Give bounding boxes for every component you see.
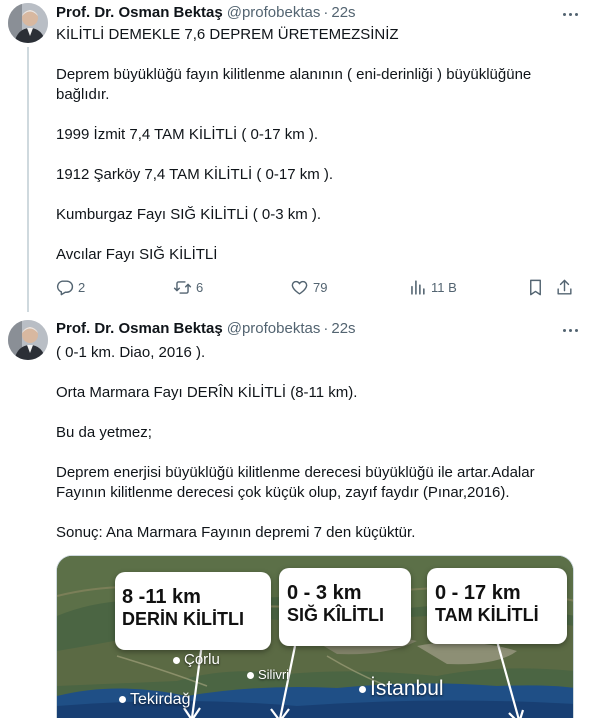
tweet-line: Deprem büyüklüğü fayın kilitlenme alanının ( eni-derinliği ) büyüklüğüne	[56, 66, 532, 83]
more-options-button[interactable]	[559, 4, 581, 24]
author-name[interactable]: Prof. Dr. Osman Bektaş	[56, 4, 223, 21]
card-label: SIĞ KÎLİTLI	[287, 605, 384, 625]
bookmark-button[interactable]	[526, 276, 545, 298]
avatar-photo	[8, 320, 48, 360]
tweet-2[interactable]	[0, 312, 599, 718]
tweet-line: Deprem enerjisi büyüklüğü kilitlenme derecesi büyüklüğü ile artar.Adalar	[56, 464, 535, 481]
like-count: 79	[313, 279, 328, 295]
reply-button[interactable]	[55, 276, 85, 298]
tweet-media-image[interactable]	[56, 555, 574, 718]
tweet-line: KİLİTLİ DEMEKLE 7,6 DEPREM ÜRETEMEZSİNİZ	[56, 26, 399, 43]
tweet-line: 1999 İzmit 7,4 TAM KİLİTLİ ( 0-17 km ).	[56, 126, 319, 143]
tweet-line: Orta Marmara Fayı DERÎN KİLİTLİ (8-11 km).	[56, 384, 358, 401]
card-label: DERİN KİLİTLI	[122, 609, 244, 629]
retweet-button[interactable]	[173, 276, 203, 298]
reply-count: 2	[78, 279, 86, 295]
reply-icon	[55, 278, 74, 297]
views-button[interactable]	[408, 276, 457, 298]
share-button[interactable]	[555, 276, 574, 298]
views-icon	[408, 278, 427, 297]
tweet-line: Sonuç: Ana Marmara Fayının depremi 7 den küçüktür.	[56, 524, 416, 541]
avatar[interactable]	[8, 320, 48, 360]
more-horizontal-icon	[563, 329, 566, 332]
more-horizontal-icon	[569, 13, 572, 16]
tweet-header	[56, 319, 356, 339]
tweet-line: 1912 Şarköy 7,4 TAM KİLİTLİ ( 0-17 km ).	[56, 166, 334, 183]
more-horizontal-icon	[563, 13, 566, 16]
tweet-actions	[55, 276, 580, 298]
tweet-1[interactable]	[0, 0, 599, 312]
tweet-line: Fayının kilitlenme derecesi çok küçük olup, zayıf faydır (Pınar,2016).	[56, 484, 510, 501]
like-button[interactable]	[290, 276, 327, 298]
separator-dot: ·	[323, 320, 329, 337]
tweet-line: bağlıdır.	[56, 86, 110, 103]
tweet-line: Bu da yetmez;	[56, 424, 152, 441]
author-name[interactable]: Prof. Dr. Osman Bektaş	[56, 320, 223, 337]
author-handle[interactable]: @profobektas	[226, 4, 321, 21]
tweet-time[interactable]: 22s	[331, 320, 356, 337]
depth-card-derin	[115, 572, 271, 650]
place-label-silivri: Silivri	[247, 667, 289, 682]
more-horizontal-icon	[575, 13, 578, 16]
depth-card-tam	[427, 568, 567, 644]
tweet-line: Kumburgaz Fayı SIĞ KİLİTLİ ( 0-3 km ).	[56, 206, 322, 223]
bookmark-icon	[526, 278, 545, 297]
tweet-line: ( 0-1 km. Diao, 2016 ).	[56, 344, 206, 361]
retweet-count: 6	[196, 279, 204, 295]
tweet-time[interactable]: 22s	[331, 4, 356, 21]
avatar[interactable]	[8, 3, 48, 43]
separator-dot: ·	[323, 4, 329, 21]
depth-card-sig	[279, 568, 411, 646]
views-count: 11 B	[431, 279, 457, 295]
place-label-tekirdag: Tekirdağ	[119, 691, 190, 709]
card-label: TAM KİLİTLİ	[435, 605, 539, 625]
card-depth: 0 - 17 km	[435, 582, 521, 604]
tweet-text	[56, 25, 576, 265]
place-label-istanbul: İstanbul	[359, 677, 444, 701]
author-handle[interactable]: @profobektas	[226, 320, 321, 337]
thread-connector	[27, 47, 29, 312]
retweet-icon	[173, 278, 192, 297]
share-icon	[555, 278, 574, 297]
card-depth: 0 - 3 km	[287, 582, 362, 604]
more-options-button[interactable]	[559, 320, 581, 340]
tweet-header	[56, 3, 356, 23]
place-label-corlu: Çorlu	[173, 651, 220, 668]
card-depth: 8 -11 km	[122, 586, 201, 608]
avatar-photo	[8, 3, 48, 43]
like-icon	[290, 278, 309, 297]
tweet-text	[56, 343, 576, 543]
more-horizontal-icon	[569, 329, 572, 332]
tweet-line: Avcılar Fayı SIĞ KİLİTLİ	[56, 246, 218, 263]
more-horizontal-icon	[575, 329, 578, 332]
